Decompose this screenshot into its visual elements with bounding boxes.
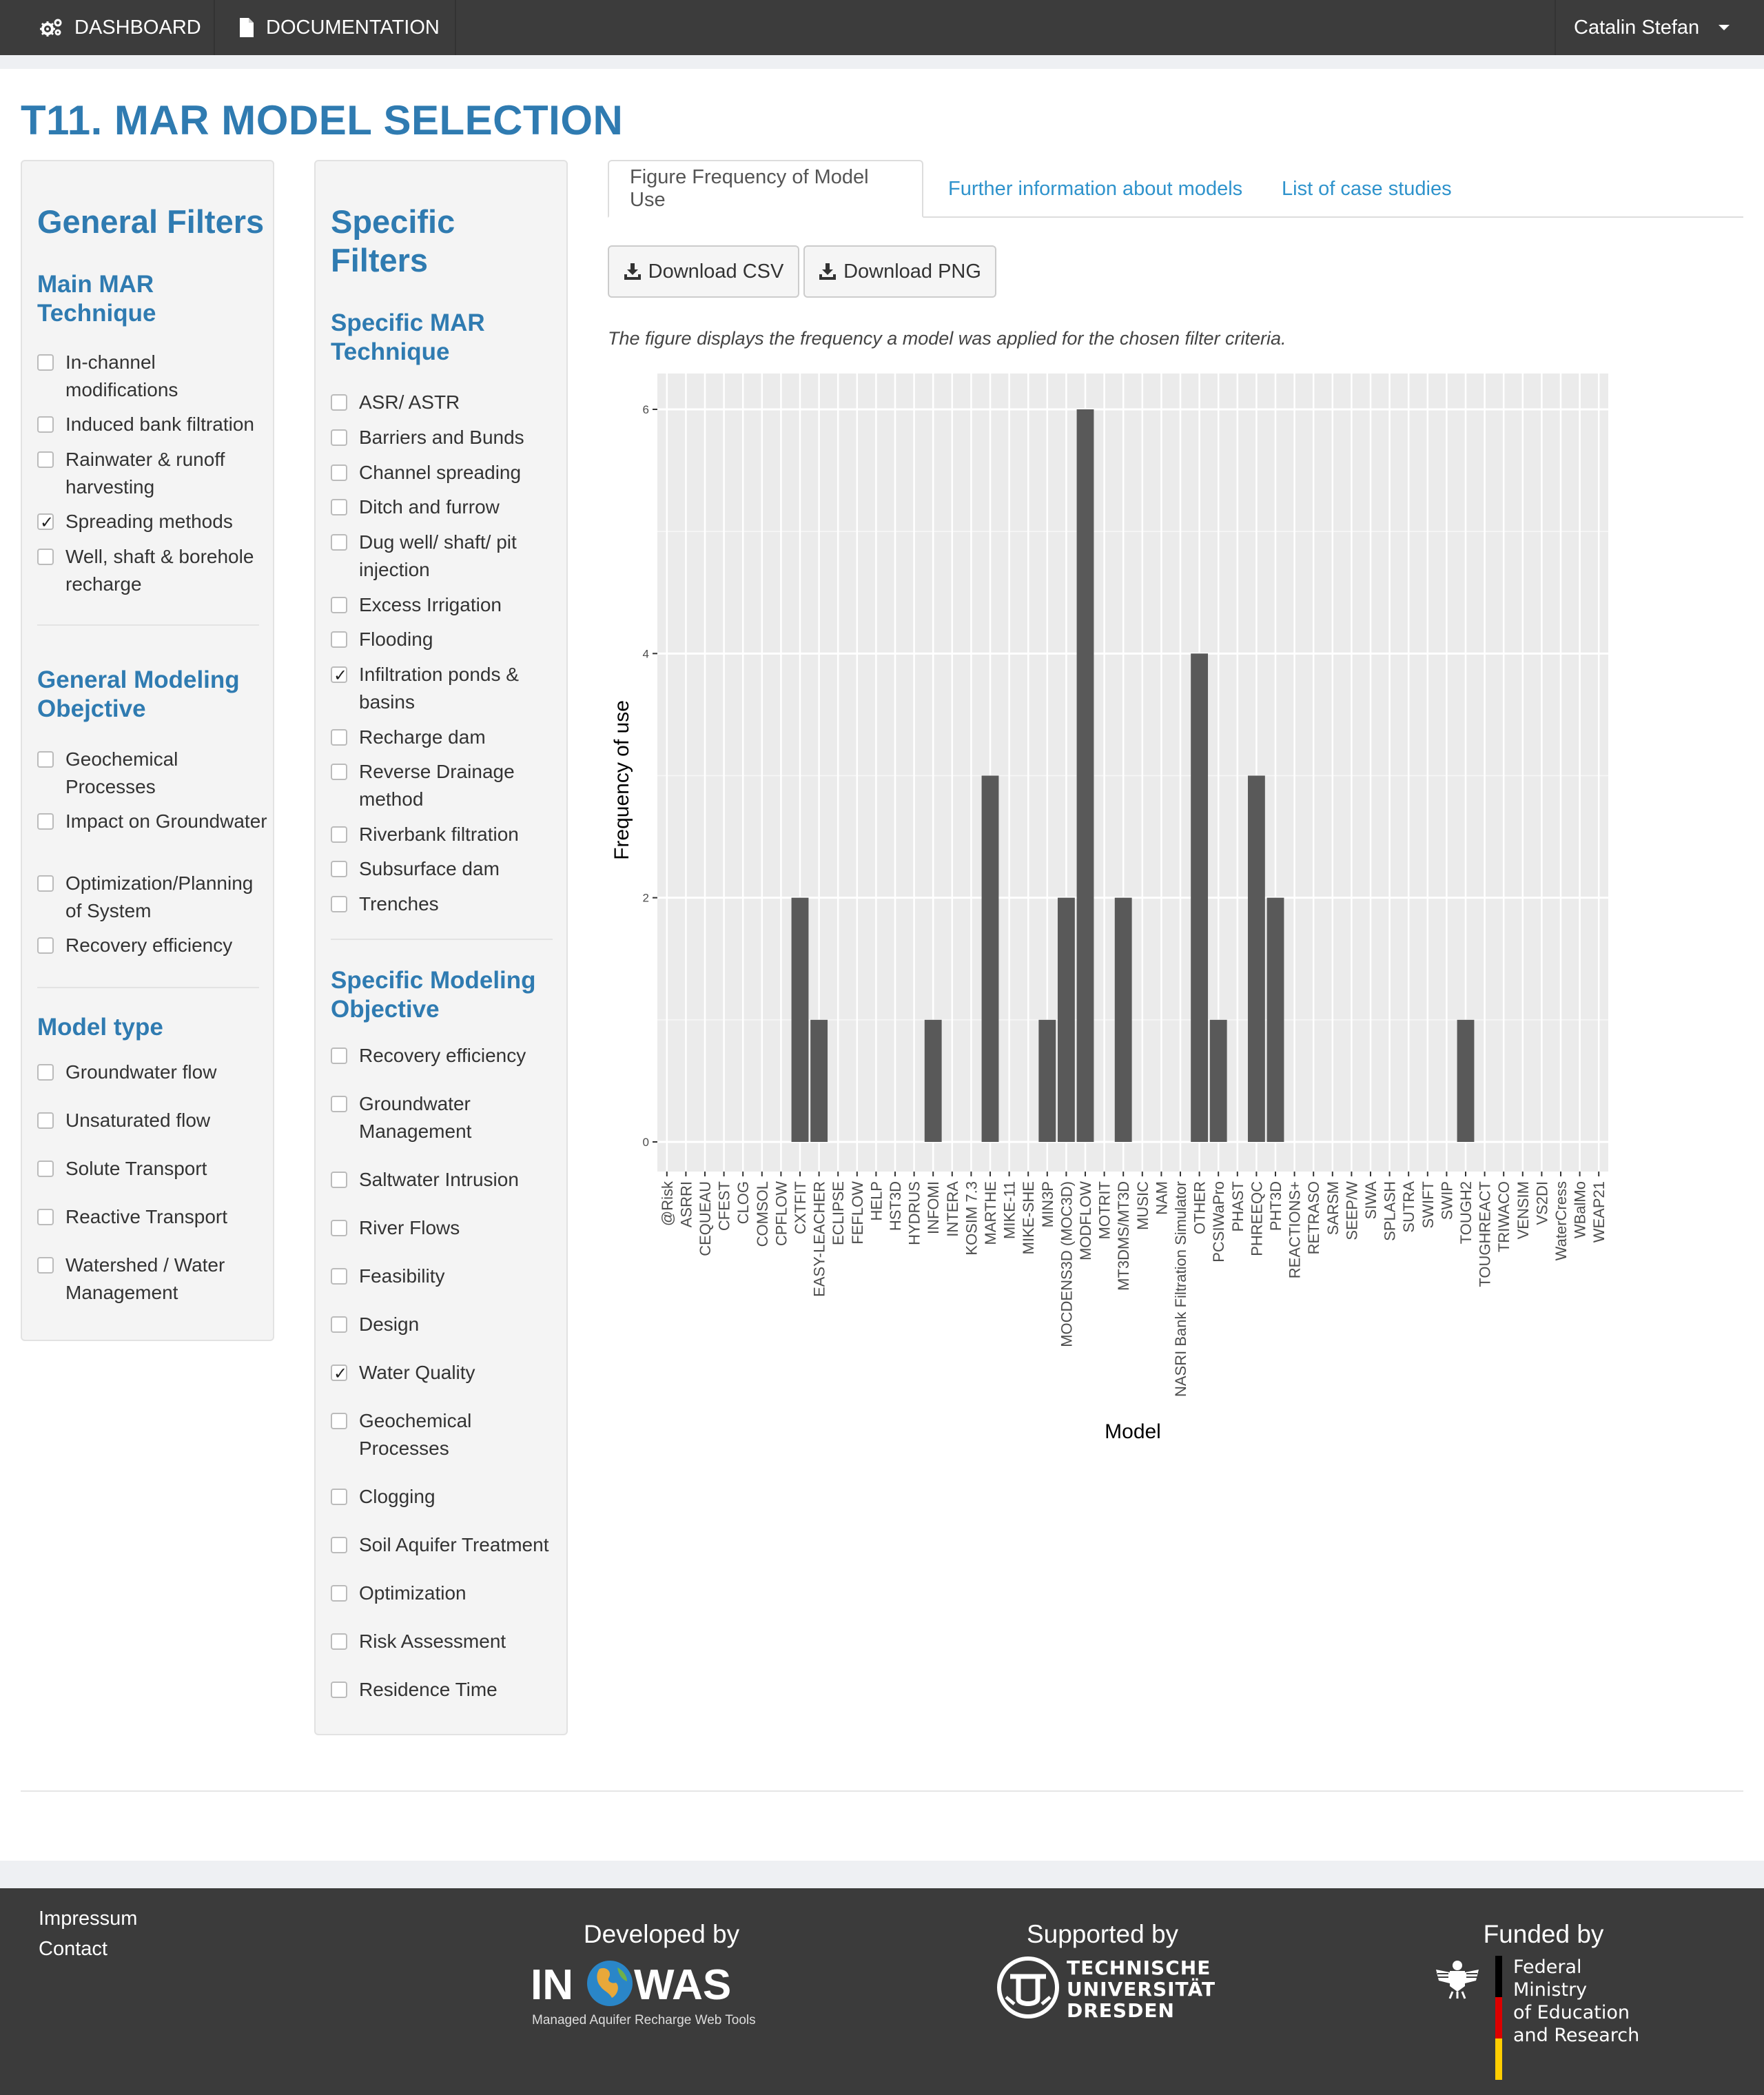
figure-caption: The figure displays the frequency a model was applied for the chosen filter criteria.: [608, 328, 1286, 349]
nav-divider: [214, 0, 215, 55]
x-tick-label: RETRASO: [1305, 1181, 1323, 1255]
tab-label: List of case studies: [1282, 177, 1452, 200]
nav-documentation-label: DOCUMENTATION: [266, 16, 440, 39]
main-mar-heading: Main MAR Technique: [37, 271, 156, 327]
x-tick-label: SUTRA: [1400, 1181, 1418, 1233]
x-tick-label: INTERA: [943, 1181, 961, 1237]
checkbox-label: Optimization/Planning of System: [65, 872, 254, 921]
download-png-button[interactable]: [803, 245, 996, 298]
tu-dresden-emblem-icon: [996, 1956, 1060, 2019]
bar-marthe: [982, 776, 999, 1143]
filter-checkbox-row[interactable]: [331, 389, 566, 416]
inowas-logo-text-left: IN: [531, 1961, 573, 2009]
x-tick-label: TOUGH2: [1457, 1181, 1475, 1245]
checkbox-label: Rainwater & runoff harvesting: [65, 449, 225, 498]
general-filters-heading: General Filters: [37, 203, 265, 240]
checkbox[interactable]: [331, 861, 347, 877]
checkbox-label: Geochemical Processes: [359, 1410, 472, 1459]
bar-phreeqc: [1248, 776, 1265, 1143]
x-tick-label: SPLASH: [1381, 1181, 1399, 1241]
filter-checkbox-row[interactable]: [37, 746, 272, 801]
filter-checkbox-row[interactable]: [37, 808, 272, 835]
bmbf-logo[interactable]: [1433, 1956, 1661, 2080]
developed-by-heading: Developed by: [583, 1920, 740, 1948]
filter-checkbox-row[interactable]: [331, 424, 566, 451]
x-tick-label: COMSOL: [753, 1181, 771, 1247]
x-tick-label: ECLIPSE: [830, 1181, 848, 1245]
filter-checkbox-row[interactable]: [331, 1628, 566, 1655]
checkbox-label: In-channel modifications: [65, 351, 178, 400]
download-csv-button[interactable]: [608, 245, 799, 298]
filter-checkbox-row[interactable]: [331, 1483, 566, 1511]
x-tick-label: HST3D: [887, 1181, 904, 1232]
checkbox-label: ASR/ ASTR: [359, 391, 460, 413]
x-tick-label: HYDRUS: [905, 1181, 923, 1245]
x-tick-label: WaterCress: [1552, 1181, 1570, 1261]
x-tick-label: OTHER: [1191, 1181, 1209, 1234]
checkbox-label: Reverse Drainage method: [359, 761, 515, 810]
x-tick-label: WEAP21: [1590, 1181, 1608, 1243]
checkbox-label: Risk Assessment: [359, 1631, 506, 1652]
checkbox[interactable]: [331, 394, 347, 411]
filter-checkbox-row[interactable]: [331, 1676, 566, 1704]
bar-tough2: [1457, 1020, 1475, 1142]
tab-case-studies[interactable]: [1261, 160, 1473, 218]
x-tick-label: SARSM: [1324, 1181, 1342, 1236]
checkbox[interactable]: [331, 1633, 347, 1650]
checkbox[interactable]: [37, 751, 54, 768]
checkbox[interactable]: [37, 1064, 54, 1081]
x-tick-label: CPFLOW: [772, 1181, 790, 1247]
filter-checkbox-row[interactable]: [331, 1090, 566, 1145]
checkbox[interactable]: [331, 597, 347, 613]
x-tick-label: KOSIM 7.3: [963, 1181, 981, 1256]
x-tick-label: PCSIWaPro: [1210, 1181, 1228, 1263]
checkbox-label: Geochemical Processes: [65, 748, 178, 797]
filter-checkbox-row[interactable]: [37, 932, 272, 959]
checkbox-label: Riverbank filtration: [359, 824, 519, 845]
checkbox-label: Channel spreading: [359, 462, 522, 483]
checkbox[interactable]: [331, 1413, 347, 1429]
tab-label: Figure Frequency of Model Use: [630, 166, 869, 211]
checkbox-label: River Flows: [359, 1217, 460, 1238]
checkbox-label: Induced bank filtration: [65, 413, 254, 435]
divider: [331, 939, 553, 940]
checkbox[interactable]: [331, 1682, 347, 1698]
filter-checkbox-row[interactable]: [331, 626, 566, 653]
x-tick-label: EASY-LEACHER: [810, 1181, 828, 1297]
document-icon: [238, 17, 255, 38]
federal-eagle-icon: [1433, 1956, 1481, 2000]
x-tick-label: MUSIC: [1134, 1181, 1151, 1230]
navbar-spacer: [0, 55, 1764, 69]
bmbf-line-2: of Education: [1513, 2002, 1630, 2023]
impressum-link[interactable]: Impressum: [39, 1908, 138, 1930]
checkbox-label: Excess Irrigation: [359, 594, 502, 615]
filter-checkbox-row[interactable]: [331, 1311, 566, 1338]
bar-other: [1191, 653, 1208, 1142]
specific-filters-panel: [314, 160, 568, 1735]
filter-checkbox-row[interactable]: [37, 411, 272, 438]
checkbox[interactable]: [331, 1365, 347, 1381]
checkbox-label: Water Quality: [359, 1362, 475, 1383]
filter-checkbox-row[interactable]: [331, 591, 566, 619]
checkbox[interactable]: [331, 429, 347, 446]
checkbox-label: Saltwater Intrusion: [359, 1169, 519, 1190]
checkbox[interactable]: [37, 1112, 54, 1129]
tab-label: Further information about models: [948, 177, 1243, 200]
y-tick-label: 0: [642, 1136, 649, 1149]
checkbox[interactable]: [331, 534, 347, 551]
general-objective-heading: General Modeling Obejctive: [37, 666, 240, 722]
checkbox-label: Dug well/ shaft/ pit injection: [359, 531, 517, 580]
checkbox[interactable]: [331, 464, 347, 481]
x-tick-label: MIN3P: [1038, 1181, 1056, 1228]
download-png-label: Download PNG: [843, 260, 981, 283]
checkbox-label: Recovery efficiency: [65, 934, 233, 956]
checkbox[interactable]: [331, 826, 347, 843]
nav-dashboard-link[interactable]: [40, 0, 201, 55]
x-tick-label: MARTHE: [982, 1181, 999, 1245]
general-filters-panel: [21, 160, 274, 1341]
inowas-logo[interactable]: [531, 1961, 779, 2036]
filter-checkbox-row[interactable]: [331, 1214, 566, 1242]
checkbox[interactable]: [37, 1209, 54, 1225]
bar-modflow: [1077, 409, 1094, 1142]
x-tick-label: NASRI Bank Filtration Simulator: [1172, 1181, 1189, 1397]
checkbox[interactable]: [37, 1257, 54, 1274]
filter-checkbox-row[interactable]: [37, 1059, 272, 1086]
filter-checkbox-row[interactable]: [331, 661, 566, 716]
x-tick-label: SWIFT: [1419, 1181, 1437, 1229]
y-tick-label: 2: [642, 891, 649, 905]
checkbox[interactable]: [37, 1161, 54, 1177]
filter-checkbox-row[interactable]: [331, 1359, 566, 1387]
filter-checkbox-row[interactable]: [331, 1166, 566, 1194]
checkbox-label: Ditch and furrow: [359, 496, 500, 518]
bmbf-line-3: and Research: [1513, 2025, 1640, 2046]
bar-mocdens3d-moc3d-: [1058, 898, 1075, 1142]
checkbox[interactable]: [37, 354, 54, 371]
checkbox-label: Infiltration ponds & basins: [359, 664, 519, 713]
checkbox[interactable]: [37, 416, 54, 433]
x-tick-label: CFEST: [715, 1181, 733, 1232]
specific-mar-heading: Specific MAR Technique: [331, 309, 485, 365]
funded-by-heading: Funded by: [1483, 1920, 1604, 1948]
divider: [37, 987, 259, 988]
x-tick-label: SEEP/W: [1343, 1181, 1361, 1240]
checkbox[interactable]: [331, 666, 347, 683]
filter-checkbox-row[interactable]: [37, 1107, 272, 1134]
checkbox-label: Feasibility: [359, 1265, 445, 1287]
checkbox-label: Soil Aquifer Treatment: [359, 1534, 549, 1555]
x-tick-label: MODFLOW: [1077, 1181, 1094, 1260]
specific-objective-heading: Specific Modeling Objective: [331, 967, 536, 1023]
checkbox[interactable]: [331, 499, 347, 515]
checkbox-label: Groundwater flow: [65, 1061, 217, 1083]
x-tick-label: VENSIM: [1514, 1181, 1532, 1240]
x-tick-label: CLOG: [735, 1181, 752, 1225]
checkbox-label: Watershed / Water Management: [65, 1254, 225, 1303]
bar-pht3d: [1267, 898, 1284, 1142]
caret-down-icon: [1717, 23, 1731, 32]
footer-divider: [21, 1790, 1743, 1792]
x-tick-label: HELP: [868, 1181, 885, 1221]
filter-checkbox-row[interactable]: [331, 724, 566, 751]
filter-checkbox-row[interactable]: [37, 1155, 272, 1183]
flag-stripe: [1495, 1956, 1502, 2080]
filter-checkbox-row[interactable]: [331, 855, 566, 883]
checkbox-label: Well, shaft & borehole recharge: [65, 546, 254, 595]
checkbox-label: Unsaturated flow: [65, 1110, 211, 1131]
x-tick-label: VS2DI: [1533, 1181, 1551, 1225]
download-icon: [819, 263, 837, 280]
bmbf-line-1: Federal Ministry: [1513, 1956, 1588, 2001]
filter-checkbox-row[interactable]: [331, 529, 566, 584]
bar-min3p: [1038, 1020, 1056, 1142]
filter-checkbox-row[interactable]: [37, 1251, 272, 1307]
top-navbar: [0, 0, 1764, 55]
x-tick-label: ASRRI: [677, 1181, 695, 1228]
tud-line-3: DRESDEN: [1067, 1999, 1175, 2022]
supported-by-heading: Supported by: [1026, 1920, 1179, 1948]
checkbox[interactable]: [331, 1220, 347, 1236]
filter-checkbox-row[interactable]: [331, 1042, 566, 1070]
bar-cxtfit: [792, 898, 809, 1142]
checkbox-label: Reactive Transport: [65, 1206, 227, 1227]
x-tick-label: REACTIONS+: [1286, 1181, 1304, 1279]
contact-link[interactable]: Contact: [39, 1938, 107, 1960]
checkbox[interactable]: [331, 764, 347, 780]
checkbox[interactable]: [331, 896, 347, 912]
y-tick-label: 6: [642, 403, 649, 416]
download-icon: [624, 263, 642, 280]
divider: [37, 624, 259, 626]
specific-filters-heading: Specific Filters: [331, 203, 455, 278]
x-tick-label: PHT3D: [1267, 1181, 1284, 1232]
filter-checkbox-row[interactable]: [37, 543, 272, 598]
checkbox[interactable]: [331, 631, 347, 648]
nav-divider: [1555, 0, 1556, 55]
bar-infomi: [925, 1020, 942, 1142]
checkbox[interactable]: [37, 813, 54, 830]
filter-checkbox-row[interactable]: [331, 758, 566, 813]
x-tick-label: CEQUEAU: [697, 1181, 714, 1256]
checkbox[interactable]: [37, 937, 54, 954]
inowas-logo-text-right: WAS: [634, 1961, 732, 2009]
y-tick-label: 4: [642, 647, 649, 661]
checkbox[interactable]: [331, 1489, 347, 1505]
user-menu-dropdown[interactable]: [1574, 0, 1742, 55]
nav-documentation-link[interactable]: [238, 0, 440, 55]
x-tick-label: MOCDENS3D (MOC3D): [1058, 1181, 1076, 1347]
filter-checkbox-row[interactable]: [331, 1580, 566, 1607]
checkbox-label: Trenches: [359, 893, 439, 914]
checkbox[interactable]: [331, 1096, 347, 1112]
x-tick-label: MIKE-SHE: [1020, 1181, 1038, 1255]
x-tick-label: SIWA: [1362, 1181, 1380, 1220]
x-tick-label: MIKE-11: [1001, 1181, 1018, 1239]
x-tick-label: SWIP: [1438, 1181, 1456, 1220]
checkbox[interactable]: [331, 729, 347, 746]
x-tick-label: MT3DMS/MT3D: [1115, 1181, 1133, 1291]
filter-checkbox-row[interactable]: [331, 1263, 566, 1290]
checkbox-label: Recharge dam: [359, 726, 486, 748]
checkbox[interactable]: [37, 513, 54, 530]
x-tick-label: PHAST: [1229, 1181, 1247, 1232]
filter-checkbox-row[interactable]: [331, 890, 566, 918]
checkbox-label: Subsurface dam: [359, 858, 500, 879]
checkbox-label: Optimization: [359, 1582, 466, 1604]
x-tick-label: @Risk: [658, 1181, 676, 1227]
frequency-bar-chart: [606, 365, 1654, 1447]
filter-checkbox-row[interactable]: [37, 446, 272, 501]
x-tick-label: INFOMI: [925, 1181, 943, 1234]
filter-checkbox-row[interactable]: [331, 459, 566, 487]
x-tick-label: TRIWACO: [1495, 1181, 1513, 1253]
globe-icon: [586, 1959, 634, 2007]
filter-checkbox-row[interactable]: [37, 508, 272, 535]
bar-pcsiwapro: [1210, 1020, 1227, 1142]
filter-checkbox-row[interactable]: [37, 349, 272, 404]
filter-checkbox-row[interactable]: [331, 1407, 566, 1462]
x-axis-title: Model: [1105, 1420, 1161, 1443]
x-tick-label: TOUGHREACT: [1476, 1181, 1494, 1287]
filter-checkbox-row[interactable]: [37, 870, 272, 925]
bar-easy-leacher: [810, 1020, 828, 1142]
tud-line-1: TECHNISCHE: [1067, 1956, 1211, 1979]
checkbox-label: Recovery efficiency: [359, 1045, 526, 1066]
download-csv-label: Download CSV: [648, 260, 784, 283]
nav-divider: [455, 0, 456, 55]
checkbox-label: Flooding: [359, 628, 433, 650]
checkbox[interactable]: [37, 549, 54, 565]
checkbox[interactable]: [37, 451, 54, 468]
x-tick-label: PHREEQC: [1248, 1181, 1266, 1256]
x-tick-label: MOTRIT: [1096, 1181, 1114, 1240]
model-type-heading: Model type: [37, 1014, 163, 1041]
checkbox[interactable]: [331, 1316, 347, 1333]
checkbox[interactable]: [331, 1585, 347, 1602]
checkbox-label: Groundwater Management: [359, 1093, 472, 1142]
filter-checkbox-row[interactable]: [331, 493, 566, 521]
x-tick-label: WBalMo: [1571, 1181, 1589, 1239]
tab-further-information[interactable]: [927, 160, 1263, 218]
checkbox-label: Residence Time: [359, 1679, 498, 1700]
bar-mt3dms-mt3d: [1115, 898, 1132, 1142]
tu-dresden-logo[interactable]: [996, 1956, 1224, 2032]
footer: [0, 1888, 1764, 2095]
x-tick-label: NAM: [1153, 1181, 1171, 1215]
y-axis-title: Frequency of use: [611, 700, 633, 860]
page-title: T11. MAR MODEL SELECTION: [21, 97, 624, 143]
checkbox[interactable]: [37, 875, 54, 892]
footer-spacer: [0, 1861, 1764, 1888]
tud-line-2: UNIVERSITÄT: [1067, 1978, 1216, 2001]
checkbox[interactable]: [331, 1537, 347, 1553]
filter-checkbox-row[interactable]: [331, 1531, 566, 1559]
tab-figure-frequency[interactable]: [608, 160, 923, 218]
checkbox-label: Spreading methods: [65, 511, 233, 532]
gears-icon: [40, 17, 63, 38]
checkbox[interactable]: [331, 1268, 347, 1285]
inowas-tagline: Managed Aquifer Recharge Web Tools: [532, 2013, 756, 2027]
x-tick-label: CXTFIT: [792, 1181, 809, 1234]
nav-dashboard-label: DASHBOARD: [74, 16, 201, 39]
checkbox-label: Barriers and Bunds: [359, 427, 524, 448]
checkbox-label: Solute Transport: [65, 1158, 207, 1179]
checkbox-label: Design: [359, 1314, 420, 1335]
checkbox[interactable]: [331, 1048, 347, 1064]
filter-checkbox-row[interactable]: [331, 821, 566, 848]
user-name: Catalin Stefan: [1574, 16, 1700, 39]
checkbox-label: Clogging: [359, 1486, 435, 1507]
x-tick-label: FEFLOW: [848, 1181, 866, 1245]
checkbox[interactable]: [331, 1172, 347, 1188]
filter-checkbox-row[interactable]: [37, 1203, 272, 1231]
checkbox-label: Impact on Groundwater: [65, 810, 267, 832]
